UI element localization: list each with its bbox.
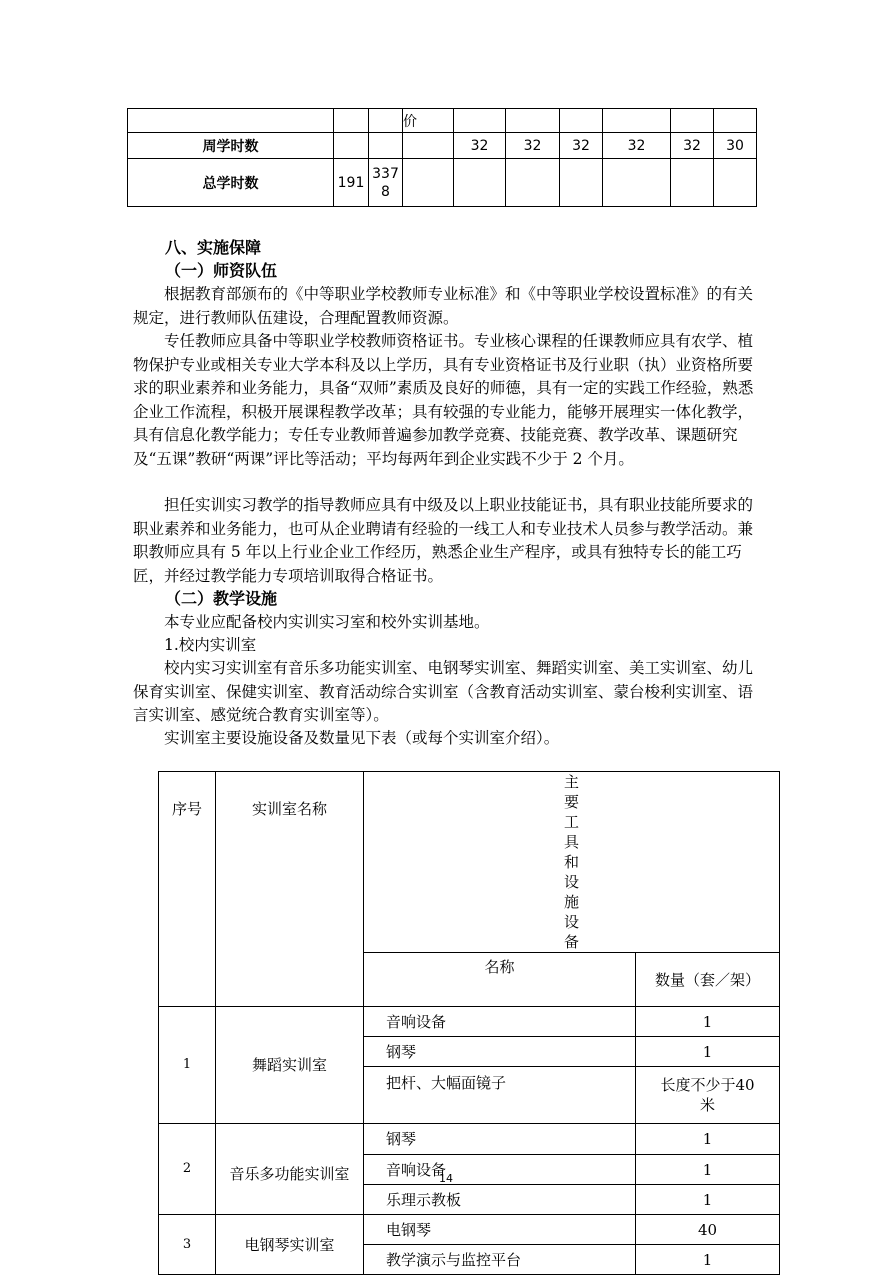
curriculum-hours-table	[127, 108, 757, 207]
section-heading: 八、实施保障	[165, 238, 262, 257]
equipment-qty: 1	[636, 1185, 780, 1215]
weekly-hours-value: 32	[560, 133, 603, 159]
equipment-name: 教学演示与监控平台	[364, 1245, 636, 1275]
weekly-hours-value: 32	[603, 133, 671, 159]
page-number: 14	[439, 1172, 453, 1185]
equipment-qty: 1	[636, 1007, 780, 1037]
equipment-name: 音响设备	[364, 1007, 636, 1037]
paragraph: 根据教育部颁布的《中等职业学校教师专业标准》和《中等职业学校设置标准》的有关规定，进行教师队伍建设，合理配置教师资源。	[133, 285, 754, 327]
equipment-name: 钢琴	[364, 1037, 636, 1067]
equipment-qty: 1	[636, 1155, 780, 1185]
weekly-hours-value: 32	[454, 133, 506, 159]
subsection-heading: （二）教学设施	[165, 589, 278, 608]
paragraph: 实训室主要设施设备及数量见下表（或每个实训室介绍）。	[164, 729, 560, 747]
table-header-row	[159, 772, 780, 953]
price-cell: 价	[403, 109, 454, 133]
equipment-name: 把杆、大幅面镜子	[364, 1067, 636, 1124]
list-item: 1.校内实训室	[164, 636, 257, 654]
room-name: 电钢琴实训室	[216, 1215, 364, 1275]
table-row	[159, 1215, 780, 1245]
paragraph: 校内实习实训室有音乐多功能实训室、电钢琴实训室、舞蹈实训室、美工实训室、幼儿保育实训室、保健实训室、教育活动综合实训室（含教育活动实训室、蒙台梭利实训室、语言实训室、感觉统合教育实训室等）。	[133, 659, 754, 724]
room-name: 音乐多功能实训室	[216, 1124, 364, 1215]
equipment-qty: 40	[636, 1215, 780, 1245]
total-hours-label: 总学时数	[128, 159, 334, 207]
equipment-qty: 1	[636, 1124, 780, 1155]
equipment-qty: 1	[636, 1245, 780, 1275]
room-seq: 2	[159, 1124, 216, 1215]
total-hours-value: 3378	[369, 159, 403, 207]
weekly-hours-value: 30	[714, 133, 757, 159]
paragraph: 本专业应配备校内实训实习室和校外实训基地。	[164, 613, 490, 631]
room-name: 舞蹈实训室	[216, 1007, 364, 1124]
header-room-name: 实训室名称	[216, 772, 364, 1007]
total-hours-value: 191	[334, 159, 369, 207]
header-quantity: 数量（套／架）	[636, 953, 780, 1007]
equipment-qty: 长度不少于40 米	[636, 1067, 780, 1124]
equipment-name: 乐理示教板	[364, 1185, 636, 1215]
weekly-hours-row	[128, 133, 757, 159]
room-seq: 3	[159, 1215, 216, 1275]
equipment-qty: 1	[636, 1037, 780, 1067]
weekly-hours-value: 32	[506, 133, 560, 159]
paragraph: 担任实训实习教学的指导教师应具有中级及以上职业技能证书，具有职业技能所要求的职业素养和业务能力，也可从企业聘请有经验的一线工人和专业技术人员参与教学活动。兼职教师应具有 5 年以上行业企业工作经历，熟悉企业生产程序，或具有独特专长的能工巧匠，并经过教学能力专项培训取得合格证书。	[133, 496, 754, 585]
total-hours-row	[128, 159, 757, 207]
header-main-equipment: 主要工具和设施设备	[364, 772, 780, 953]
table-row	[159, 1007, 780, 1037]
lab-equipment-table	[158, 771, 780, 1275]
subsection-heading: （一）师资队伍	[165, 261, 278, 280]
header-seq: 序号	[159, 772, 216, 1007]
table-row	[159, 1124, 780, 1155]
paragraph: 专任教师应具备中等职业学校教师资格证书。专业核心课程的任课教师应具有农学、植物保护专业或相关专业大学本科及以上学历，具有专业资格证书及行业职（执）业资格所要求的职业素养和业务能力，具备“双师”素质及良好的师德，具有一定的实践工作经验，熟悉企业工作流程，积极开展课程教学改革；具有较强的专业能力，能够开展理实一体化教学，具有信息化教学能力；专任专业教师普遍参加教学竞赛、技能竞赛、教学改革、课题研究及“五课”教研“两课”评比等活动；平均每两年到企业实践不少于 2 个月。	[133, 332, 754, 468]
weekly-hours-value: 32	[671, 133, 714, 159]
room-seq: 1	[159, 1007, 216, 1124]
header-item-name: 名称	[364, 953, 636, 1007]
equipment-name: 钢琴	[364, 1124, 636, 1155]
equipment-name: 电钢琴	[364, 1215, 636, 1245]
weekly-hours-label: 周学时数	[128, 133, 334, 159]
table-row	[128, 109, 757, 133]
equipment-name: 音响设备	[364, 1155, 636, 1185]
